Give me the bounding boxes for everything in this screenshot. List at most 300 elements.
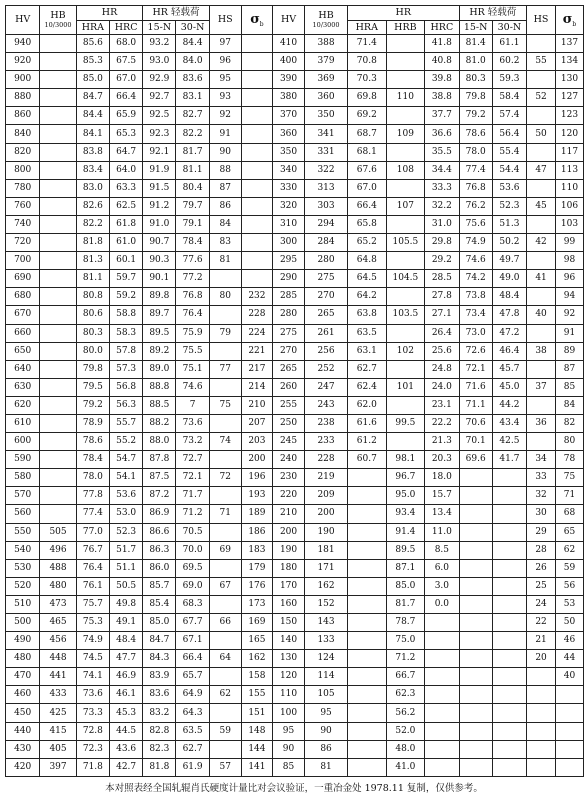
- table-cell: 62: [209, 686, 241, 704]
- table-cell: [492, 758, 526, 776]
- table-cell: 441: [40, 668, 76, 686]
- table-cell: 82: [556, 414, 584, 432]
- table-cell: 350: [305, 107, 348, 125]
- table-cell: [241, 234, 272, 252]
- table-row: [6, 179, 584, 197]
- col-hr-2: HR: [348, 6, 460, 21]
- table-cell: 41: [527, 270, 556, 288]
- table-row: [6, 632, 584, 650]
- table-cell: [348, 686, 387, 704]
- table-row: [6, 541, 584, 559]
- table-cell: 75.7: [76, 595, 109, 613]
- table-cell: [459, 487, 492, 505]
- col-hs-2: HS: [527, 6, 556, 35]
- table-row: [6, 161, 584, 179]
- table-cell: [40, 161, 76, 179]
- table-cell: 500: [6, 614, 40, 632]
- table-cell: 71.7: [176, 487, 209, 505]
- table-cell: 70.3: [348, 71, 387, 89]
- table-cell: 61.8: [110, 215, 143, 233]
- table-cell: 450: [6, 704, 40, 722]
- table-cell: 78.0: [459, 143, 492, 161]
- table-cell: 219: [305, 469, 348, 487]
- table-cell: 331: [305, 143, 348, 161]
- table-cell: 80.0: [76, 342, 109, 360]
- table-cell: 46.9: [110, 668, 143, 686]
- table-cell: 11.0: [425, 523, 459, 541]
- table-cell: 62.4: [348, 378, 387, 396]
- table-cell: [348, 523, 387, 541]
- table-cell: 72.6: [459, 342, 492, 360]
- table-cell: 42.7: [110, 758, 143, 776]
- table-cell: 75.9: [176, 324, 209, 342]
- table-cell: 76.1: [76, 577, 109, 595]
- table-cell: [40, 270, 76, 288]
- table-cell: 89.7: [143, 306, 176, 324]
- table-cell: 85.0: [143, 614, 176, 632]
- table-cell: 66.4: [348, 197, 387, 215]
- table-cell: 92.1: [143, 143, 176, 161]
- table-cell: 448: [40, 650, 76, 668]
- table-row: [6, 270, 584, 288]
- table-cell: 64.3: [176, 704, 209, 722]
- table-cell: 30: [527, 505, 556, 523]
- table-cell: 473: [40, 595, 76, 613]
- table-cell: [527, 324, 556, 342]
- table-cell: 87.8: [143, 451, 176, 469]
- table-cell: 63.5: [348, 324, 387, 342]
- table-cell: 200: [305, 505, 348, 523]
- table-cell: 510: [6, 595, 40, 613]
- col-hra: HRA: [76, 21, 109, 35]
- table-cell: 45.3: [110, 704, 143, 722]
- table-row: [6, 306, 584, 324]
- table-cell: 496: [40, 541, 76, 559]
- table-cell: 77.0: [76, 523, 109, 541]
- table-cell: 67: [209, 577, 241, 595]
- table-cell: [348, 487, 387, 505]
- table-row: [6, 414, 584, 432]
- table-cell: [40, 360, 76, 378]
- table-cell: 75.6: [459, 215, 492, 233]
- table-cell: 690: [6, 270, 40, 288]
- table-cell: 6.0: [425, 559, 459, 577]
- table-cell: 900: [6, 71, 40, 89]
- table-cell: 83.8: [76, 143, 109, 161]
- footer-note: 本对照表经全国轧辊肖氏硬度计量比对会议验证，一重冶金处 1978.11 复制，仅供参考。: [105, 783, 483, 794]
- table-cell: 320: [272, 197, 304, 215]
- table-cell: [209, 559, 241, 577]
- table-cell: 84.7: [76, 89, 109, 107]
- table-cell: 60.2: [492, 53, 526, 71]
- table-cell: 74: [209, 433, 241, 451]
- table-cell: 84.4: [76, 107, 109, 125]
- table-cell: 37: [527, 378, 556, 396]
- table-cell: 70.8: [348, 53, 387, 71]
- table-cell: [425, 668, 459, 686]
- table-cell: 232: [241, 288, 272, 306]
- table-cell: 77.4: [76, 505, 109, 523]
- table-cell: 24.8: [425, 360, 459, 378]
- table-cell: 46.1: [110, 686, 143, 704]
- table-cell: 75.0: [386, 632, 425, 650]
- table-cell: 76.4: [76, 559, 109, 577]
- table-cell: 87.1: [386, 559, 425, 577]
- table-cell: 65: [556, 523, 584, 541]
- table-cell: 95: [272, 722, 304, 740]
- table-cell: 58.4: [492, 89, 526, 107]
- table-cell: 240: [272, 451, 304, 469]
- table-cell: 113: [556, 161, 584, 179]
- table-cell: 80.8: [76, 288, 109, 306]
- table-cell: 46: [556, 632, 584, 650]
- table-cell: 64.0: [110, 161, 143, 179]
- table-cell: 97: [209, 35, 241, 53]
- table-cell: 74.6: [176, 378, 209, 396]
- col-hb-sub: 10/3000: [44, 21, 72, 29]
- table-cell: 110: [556, 179, 584, 197]
- table-cell: 57.8: [110, 342, 143, 360]
- table-cell: [40, 197, 76, 215]
- table-cell: [241, 71, 272, 89]
- table-cell: [492, 632, 526, 650]
- table-cell: 83.0: [76, 179, 109, 197]
- table-cell: 140: [272, 632, 304, 650]
- table-cell: 488: [40, 559, 76, 577]
- table-cell: 36.6: [425, 125, 459, 143]
- table-cell: 87: [209, 179, 241, 197]
- table-cell: 80.3: [459, 71, 492, 89]
- table-cell: 134: [556, 53, 584, 71]
- table-cell: [209, 414, 241, 432]
- table-cell: 210: [272, 505, 304, 523]
- table-cell: 74.9: [76, 632, 109, 650]
- table-cell: 15.7: [425, 487, 459, 505]
- table-cell: [40, 252, 76, 270]
- table-cell: 270: [272, 342, 304, 360]
- table-cell: [459, 469, 492, 487]
- table-cell: [209, 451, 241, 469]
- table-cell: 95.0: [386, 487, 425, 505]
- table-cell: 294: [305, 215, 348, 233]
- col-sigma-2: [556, 6, 584, 35]
- table-cell: 73.6: [76, 686, 109, 704]
- table-cell: 275: [272, 324, 304, 342]
- table-cell: [40, 324, 76, 342]
- table-cell: 207: [241, 414, 272, 432]
- table-cell: [492, 541, 526, 559]
- table-cell: 190: [272, 541, 304, 559]
- table-cell: 62.7: [176, 740, 209, 758]
- table-cell: 340: [272, 161, 304, 179]
- table-cell: [386, 324, 425, 342]
- table-cell: 255: [272, 396, 304, 414]
- table-cell: [40, 35, 76, 53]
- table-cell: 71.8: [76, 758, 109, 776]
- table-cell: 0.0: [425, 595, 459, 613]
- table-cell: 91.9: [143, 161, 176, 179]
- table-cell: 250: [272, 414, 304, 432]
- table-cell: 155: [241, 686, 272, 704]
- table-cell: 64.9: [176, 686, 209, 704]
- table-cell: 110: [272, 686, 304, 704]
- table-cell: 36: [527, 414, 556, 432]
- table-row: [6, 342, 584, 360]
- table-row: [6, 722, 584, 740]
- table-cell: [348, 704, 387, 722]
- table-cell: 151: [241, 704, 272, 722]
- table-cell: 83.6: [176, 71, 209, 89]
- table-cell: 550: [6, 523, 40, 541]
- table-cell: 73.4: [459, 306, 492, 324]
- table-cell: [425, 758, 459, 776]
- table-cell: 480: [40, 577, 76, 595]
- table-cell: 21: [527, 632, 556, 650]
- table-cell: 186: [241, 523, 272, 541]
- table-cell: 79.8: [76, 360, 109, 378]
- table-cell: 80: [209, 288, 241, 306]
- table-row: [6, 577, 584, 595]
- table-cell: 69.0: [176, 577, 209, 595]
- table-cell: 210: [241, 396, 272, 414]
- table-cell: 32: [527, 487, 556, 505]
- table-row: [6, 324, 584, 342]
- table-cell: 63.8: [348, 306, 387, 324]
- table-cell: 86.0: [143, 559, 176, 577]
- table-cell: 81.7: [176, 143, 209, 161]
- table-cell: 25: [527, 577, 556, 595]
- table-cell: 71.4: [348, 35, 387, 53]
- table-cell: 83.4: [76, 161, 109, 179]
- table-cell: 62.5: [110, 197, 143, 215]
- table-cell: [386, 179, 425, 197]
- table-cell: 62: [556, 541, 584, 559]
- table-cell: 80: [556, 433, 584, 451]
- table-cell: 78.6: [459, 125, 492, 143]
- table-cell: 224: [241, 324, 272, 342]
- table-cell: 62.0: [348, 396, 387, 414]
- table-cell: [40, 342, 76, 360]
- table-cell: 45: [527, 197, 556, 215]
- table-cell: 117: [556, 143, 584, 161]
- table-cell: 54.4: [492, 161, 526, 179]
- table-cell: 82.3: [143, 740, 176, 758]
- table-row: [6, 487, 584, 505]
- table-cell: 820: [6, 143, 40, 161]
- table-cell: 67.1: [176, 632, 209, 650]
- table-cell: 49.8: [110, 595, 143, 613]
- table-cell: 79.2: [459, 107, 492, 125]
- table-cell: 56: [556, 577, 584, 595]
- table-row: [6, 704, 584, 722]
- table-cell: [459, 632, 492, 650]
- table-cell: 78.6: [76, 433, 109, 451]
- table-cell: 265: [305, 306, 348, 324]
- table-cell: 89.2: [143, 342, 176, 360]
- table-cell: 86.6: [143, 523, 176, 541]
- table-cell: [527, 252, 556, 270]
- table-cell: 670: [6, 306, 40, 324]
- col-hr: HR: [76, 6, 142, 21]
- table-cell: [40, 71, 76, 89]
- col-15n: 15-N: [143, 21, 176, 35]
- table-cell: 76.7: [76, 541, 109, 559]
- table-cell: 32.2: [425, 197, 459, 215]
- table-cell: 24: [527, 595, 556, 613]
- table-cell: 79: [209, 324, 241, 342]
- table-cell: 29.8: [425, 234, 459, 252]
- table-cell: 86.9: [143, 505, 176, 523]
- table-cell: 13.4: [425, 505, 459, 523]
- table-cell: 440: [6, 722, 40, 740]
- table-cell: 56.8: [110, 378, 143, 396]
- table-cell: 38: [527, 342, 556, 360]
- table-cell: [459, 740, 492, 758]
- col-30n-2: 30-N: [492, 21, 526, 35]
- table-row: [6, 559, 584, 577]
- table-cell: 200: [241, 451, 272, 469]
- table-cell: [348, 505, 387, 523]
- sigma-symbol-2: σ: [562, 11, 573, 27]
- table-row: [6, 71, 584, 89]
- table-cell: 158: [241, 668, 272, 686]
- table-cell: 108: [386, 161, 425, 179]
- table-cell: [40, 378, 76, 396]
- table-cell: 69.5: [176, 559, 209, 577]
- table-row: [6, 360, 584, 378]
- table-cell: 570: [6, 487, 40, 505]
- table-cell: [40, 288, 76, 306]
- table-cell: 203: [241, 433, 272, 451]
- table-cell: 256: [305, 342, 348, 360]
- table-cell: [241, 270, 272, 288]
- col-hr-light: HR 轻载荷: [143, 6, 209, 21]
- table-cell: 35.5: [425, 143, 459, 161]
- col-hb-label: HB: [50, 9, 66, 21]
- table-cell: 630: [6, 378, 40, 396]
- table-cell: [241, 125, 272, 143]
- table-cell: 66.7: [386, 668, 425, 686]
- table-cell: 56.3: [110, 396, 143, 414]
- table-cell: 150: [272, 614, 304, 632]
- table-cell: 610: [6, 414, 40, 432]
- table-cell: [241, 143, 272, 161]
- table-row: [6, 53, 584, 71]
- table-cell: 43.4: [492, 414, 526, 432]
- table-cell: 238: [305, 414, 348, 432]
- table-cell: 72.1: [176, 469, 209, 487]
- table-cell: 230: [272, 469, 304, 487]
- table-cell: [348, 740, 387, 758]
- hardness-conversion-table: [5, 5, 584, 777]
- table-cell: [527, 288, 556, 306]
- table-cell: 425: [40, 704, 76, 722]
- table-cell: 66.4: [110, 89, 143, 107]
- table-row: [6, 107, 584, 125]
- table-cell: 87.2: [143, 487, 176, 505]
- table-cell: 397: [40, 758, 76, 776]
- table-cell: 460: [6, 686, 40, 704]
- table-cell: 92: [556, 306, 584, 324]
- table-cell: 65.8: [348, 215, 387, 233]
- table-cell: 99.5: [386, 414, 425, 432]
- table-cell: [40, 505, 76, 523]
- table-cell: 53.6: [110, 487, 143, 505]
- table-cell: 48.4: [110, 632, 143, 650]
- table-cell: [348, 577, 387, 595]
- table-cell: [492, 523, 526, 541]
- table-cell: [40, 89, 76, 107]
- table-cell: 40: [556, 668, 584, 686]
- table-cell: [527, 360, 556, 378]
- table-cell: 42.5: [492, 433, 526, 451]
- table-cell: 179: [241, 559, 272, 577]
- table-cell: 51.7: [110, 541, 143, 559]
- table-cell: 76.2: [459, 197, 492, 215]
- table-cell: [527, 433, 556, 451]
- table-cell: 290: [272, 270, 304, 288]
- table-cell: 73.3: [76, 704, 109, 722]
- table-cell: [459, 686, 492, 704]
- table-cell: [527, 722, 556, 740]
- table-cell: [425, 704, 459, 722]
- table-cell: 650: [6, 342, 40, 360]
- table-cell: 68.1: [348, 143, 387, 161]
- table-cell: [556, 686, 584, 704]
- table-cell: 71.1: [459, 396, 492, 414]
- table-cell: 90.7: [143, 234, 176, 252]
- table-cell: 85.6: [76, 35, 109, 53]
- table-cell: 89: [556, 342, 584, 360]
- table-cell: 54.7: [110, 451, 143, 469]
- table-cell: [527, 740, 556, 758]
- table-cell: 84.1: [76, 125, 109, 143]
- table-cell: 66.4: [176, 650, 209, 668]
- table-cell: 110: [386, 89, 425, 107]
- table-cell: 73.8: [459, 288, 492, 306]
- table-cell: 95: [305, 704, 348, 722]
- table-cell: 137: [556, 35, 584, 53]
- table-cell: 88.0: [143, 433, 176, 451]
- table-cell: 65.9: [110, 107, 143, 125]
- table-cell: 860: [6, 107, 40, 125]
- table-cell: 152: [305, 595, 348, 613]
- table-cell: 55: [527, 53, 556, 71]
- table-cell: 63.5: [176, 722, 209, 740]
- table-cell: 69.6: [459, 451, 492, 469]
- table-cell: 388: [305, 35, 348, 53]
- table-cell: 280: [272, 306, 304, 324]
- table-cell: 93: [209, 89, 241, 107]
- table-cell: [348, 632, 387, 650]
- table-row: [6, 433, 584, 451]
- col-hrc: HRC: [110, 21, 143, 35]
- table-cell: 44.5: [110, 722, 143, 740]
- table-cell: 176: [241, 577, 272, 595]
- table-cell: 82.8: [143, 722, 176, 740]
- table-cell: 81.3: [76, 252, 109, 270]
- table-cell: [348, 595, 387, 613]
- table-cell: 33: [527, 469, 556, 487]
- table-cell: 390: [272, 71, 304, 89]
- table-cell: 34.4: [425, 161, 459, 179]
- table-cell: 940: [6, 35, 40, 53]
- header-row-1: [6, 6, 584, 21]
- table-cell: 71: [209, 505, 241, 523]
- table-cell: 79.8: [459, 89, 492, 107]
- table-cell: [40, 414, 76, 432]
- table-cell: 341: [305, 125, 348, 143]
